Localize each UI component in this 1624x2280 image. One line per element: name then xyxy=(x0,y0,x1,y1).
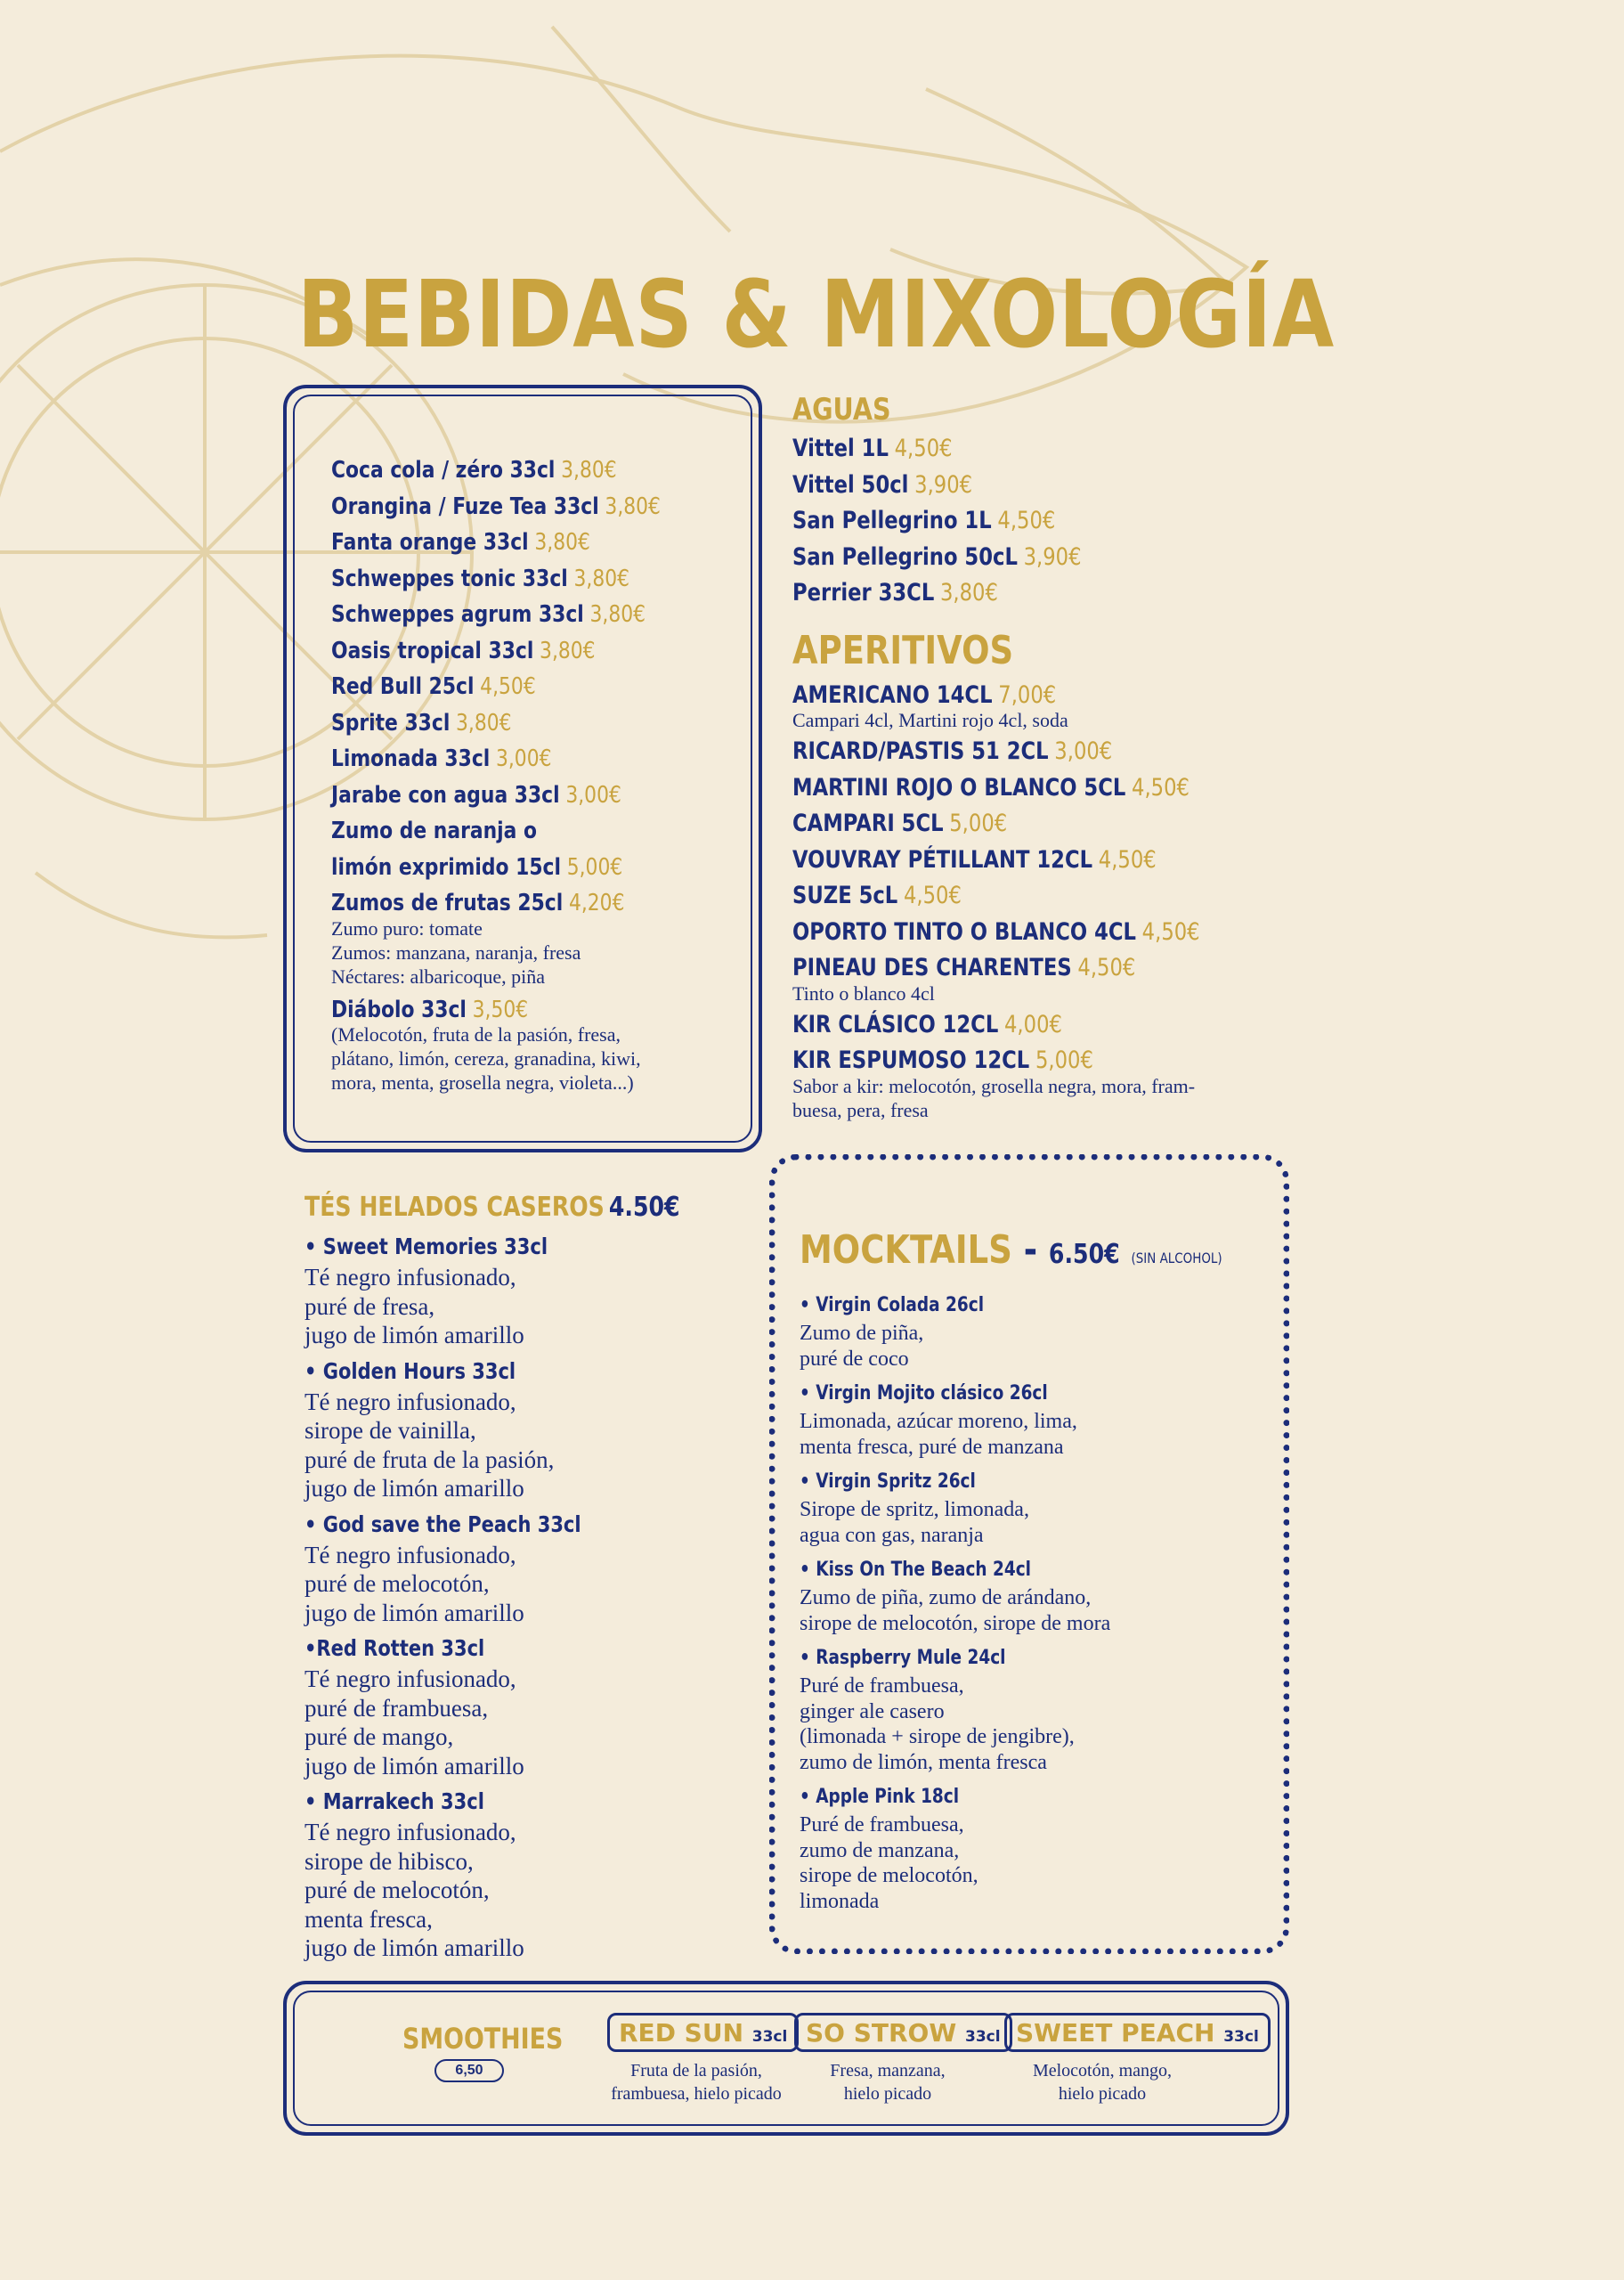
menu-item xyxy=(792,843,1211,879)
menu-item xyxy=(800,1643,1189,1673)
smoothie-item xyxy=(1004,2013,1259,2105)
menu-item xyxy=(304,1356,663,1388)
item-description: Sirope de spritz, limonada, agua con gas, naranja xyxy=(800,1498,1029,1547)
item-name: San Pellegrino 50cL xyxy=(792,542,1018,571)
item-name: MARTINI ROJO O BLANCO 5CL xyxy=(792,773,1126,802)
mocktails-list xyxy=(800,1291,1263,1914)
smoothie-name: RED SUN xyxy=(619,2018,752,2048)
item-name: limón exprimido 15cl xyxy=(331,853,561,881)
menu-item xyxy=(331,885,683,922)
item-name: •Red Rotten 33cl xyxy=(304,1635,485,1661)
smoothie-name-tag xyxy=(1004,2013,1271,2052)
item-description: Zumo de piña, zumo de arándano, sirope de melocotón, sirope de mora xyxy=(800,1586,1111,1635)
menu-item xyxy=(792,770,1211,807)
item-name: VOUVRAY PÉTILLANT 12CL xyxy=(792,845,1093,874)
item-description: Campari 4cl, Martini rojo 4cl, soda xyxy=(792,709,1068,731)
item-name: • Virgin Spritz 26cl xyxy=(800,1470,976,1493)
item-name: Red Bull 25cl xyxy=(331,673,475,700)
item-description: Puré de frambuesa, zumo de manzana, sirope de melocotón, limonada xyxy=(800,1813,978,1913)
menu-item xyxy=(792,878,1211,915)
menu-item xyxy=(331,669,683,705)
item-name: • Kiss On The Beach 24cl xyxy=(800,1559,1032,1581)
smoothie-name-tag xyxy=(794,2013,1012,2052)
item-price: 3,80€ xyxy=(534,529,590,556)
menu-item xyxy=(304,1509,663,1541)
item-name: KIR ESPUMOSO 12CL xyxy=(792,1046,1030,1074)
menu-item xyxy=(331,597,683,633)
item-description: Limonada, azúcar moreno, lima, menta fresca, puré de manzana xyxy=(800,1410,1077,1459)
menu-item xyxy=(331,705,683,742)
item-price: 4,00€ xyxy=(1003,1010,1062,1038)
menu-item xyxy=(792,678,1211,714)
item-price: 3,80€ xyxy=(605,493,661,520)
item-price: 3,90€ xyxy=(914,470,973,499)
item-name: • Golden Hours 33cl xyxy=(304,1357,516,1384)
tes-list xyxy=(304,1231,732,1963)
menu-item xyxy=(792,950,1211,987)
item-description: (Melocotón, fruta de la pasión, fresa, plátano, limón, cereza, granadina, kiwi, mora, menta, grosella negra, violeta...) xyxy=(331,1023,641,1094)
tes-heading-label: TÉS HELADOS CASEROS xyxy=(304,1192,605,1223)
aguas-list xyxy=(792,431,1291,612)
item-name: • God save the Peach 33cl xyxy=(304,1510,581,1537)
mocktails-section xyxy=(800,1226,1263,1914)
item-name: Vittel 1L xyxy=(792,435,889,462)
menu-item xyxy=(792,915,1211,951)
page-title: BEBIDAS & MIXOLOGÍA xyxy=(297,260,1336,369)
item-price: 4,50€ xyxy=(1141,917,1200,946)
item-name: Limonada 33cl xyxy=(331,745,491,772)
item-description: Zumo de piña, puré de coco xyxy=(800,1322,924,1371)
item-name: KIR CLÁSICO 12CL xyxy=(792,1010,999,1038)
item-name: Schweppes agrum 33cl xyxy=(331,601,584,628)
item-price: 4,50€ xyxy=(1132,773,1190,802)
item-name: Vittel 50cl xyxy=(792,470,909,499)
menu-item xyxy=(800,1291,1189,1321)
tes-helados-section xyxy=(304,1190,732,1963)
smoothie-size: 33cl xyxy=(751,2028,788,2046)
menu-item xyxy=(331,525,683,561)
smoothie-item xyxy=(794,2013,1001,2105)
menu-item xyxy=(331,992,683,1029)
item-description: Té negro infusionado, sirope de hibisco, puré de melocotón, menta fresca, jugo de limón amarillo xyxy=(304,1819,524,1961)
item-name: Orangina / Fuze Tea 33cl xyxy=(331,493,599,520)
right-column xyxy=(792,388,1291,1124)
item-price: 4,20€ xyxy=(568,890,625,916)
item-name: San Pellegrino 1L xyxy=(792,507,992,534)
mocktails-subtitle: (SIN ALCOHOL) xyxy=(1131,1250,1222,1266)
item-price: 3,00€ xyxy=(495,745,552,772)
smoothies-heading: SMOOTHIES xyxy=(402,2022,564,2056)
item-description: Tinto o blanco 4cl xyxy=(792,981,935,1005)
menu-item xyxy=(304,1633,663,1665)
item-price: 4,50€ xyxy=(894,435,953,462)
item-price: 3,80€ xyxy=(456,709,512,737)
item-price: 3,80€ xyxy=(540,637,596,664)
item-price: 3,80€ xyxy=(589,601,646,628)
item-price: 3,00€ xyxy=(565,781,621,809)
menu-item xyxy=(792,806,1211,843)
mocktails-heading xyxy=(800,1226,1222,1283)
item-price: 4,50€ xyxy=(480,673,536,700)
soft-drinks-list xyxy=(331,452,750,1098)
item-name: Zumo de naranja o xyxy=(331,818,537,844)
item-name: • Sweet Memories 33cl xyxy=(304,1234,548,1259)
smoothie-name: SWEET PEACH xyxy=(1016,2018,1224,2048)
menu-item xyxy=(331,452,683,489)
item-name: AMERICANO 14CL xyxy=(792,680,993,709)
item-name: • Virgin Mojito clásico 26cl xyxy=(800,1382,1048,1405)
menu-item xyxy=(800,1782,1189,1812)
menu-item xyxy=(792,540,1211,576)
item-price: 5,00€ xyxy=(566,853,623,881)
mocktails-dash: - xyxy=(1023,1227,1038,1273)
item-name: Fanta orange 33cl xyxy=(331,529,529,556)
item-name: • Marrakech 33cl xyxy=(304,1788,484,1814)
smoothie-name-tag xyxy=(607,2013,799,2052)
smoothie-name: SO STROW xyxy=(806,2018,965,2048)
mocktails-heading-label: MOCKTAILS xyxy=(800,1227,1012,1273)
item-description: Puré de frambuesa, ginger ale casero (limonada + sirope de jengibre), zumo de limón, menta fresca xyxy=(800,1674,1075,1774)
item-name: CAMPARI 5CL xyxy=(792,810,944,837)
item-name: Perrier 33CL xyxy=(792,579,935,607)
menu-item xyxy=(331,813,683,850)
item-price: 4,50€ xyxy=(997,507,1056,534)
item-price: 3,80€ xyxy=(561,457,617,484)
item-description: Sabor a kir: melocotón, grosella negra, mora, fram- buesa, pera, fresa xyxy=(792,1074,1196,1121)
smoothie-description: Fresa, manzana, hielo picado xyxy=(830,2061,946,2104)
tes-heading-price: 4.50€ xyxy=(608,1192,680,1223)
smoothie-description: Fruta de la pasión, frambuesa, hielo picado xyxy=(611,2061,782,2104)
menu-item xyxy=(331,561,683,598)
item-name: Jarabe con agua 33cl xyxy=(331,781,560,809)
item-name: • Virgin Colada 26cl xyxy=(800,1294,985,1316)
item-name: • Apple Pink 18cl xyxy=(800,1786,960,1808)
item-price: 4,50€ xyxy=(903,882,962,909)
item-price: 3,50€ xyxy=(472,996,529,1023)
tes-heading xyxy=(304,1190,680,1226)
smoothie-description: Melocotón, mango, hielo picado xyxy=(1032,2061,1173,2104)
menu-item xyxy=(792,468,1211,504)
item-price: 3,80€ xyxy=(573,565,630,592)
item-name: Oasis tropical 33cl xyxy=(331,637,534,664)
menu-item xyxy=(304,1231,663,1263)
item-name: Coca cola / zéro 33cl xyxy=(331,457,556,484)
menu-item xyxy=(792,734,1211,770)
menu-item xyxy=(331,633,683,670)
menu-item xyxy=(792,1043,1211,1079)
menu-item xyxy=(331,741,683,778)
item-name: OPORTO TINTO O BLANCO 4CL xyxy=(792,917,1136,946)
menu-item xyxy=(792,503,1211,540)
menu-item xyxy=(331,778,683,814)
menu-item xyxy=(792,575,1211,612)
aperitivos-heading: APERITIVOS xyxy=(792,627,1014,673)
item-name: Schweppes tonic 33cl xyxy=(331,565,568,592)
mocktails-price: 6.50€ xyxy=(1048,1239,1120,1270)
smoothie-item xyxy=(607,2013,788,2105)
item-price: 4,50€ xyxy=(1077,954,1136,981)
item-name: Sprite 33cl xyxy=(331,709,451,737)
smoothie-size: 33cl xyxy=(1223,2028,1259,2046)
item-name: Zumos de frutas 25cl xyxy=(331,890,564,916)
item-name: Diábolo 33cl xyxy=(331,996,467,1023)
item-price: 4,50€ xyxy=(1098,845,1157,874)
item-price: 5,00€ xyxy=(1035,1046,1093,1074)
item-description: Té negro infusionado, puré de frambuesa, puré de mango, jugo de limón amarillo xyxy=(304,1665,524,1779)
item-name: SUZE 5cL xyxy=(792,882,898,909)
item-price: 3,90€ xyxy=(1023,542,1082,571)
menu-item xyxy=(792,431,1211,468)
item-description: Té negro infusionado, sirope de vainilla, puré de fruta de la pasión, jugo de limón amarillo xyxy=(304,1388,555,1502)
item-price: 5,00€ xyxy=(949,810,1008,837)
menu-item xyxy=(800,1467,1189,1497)
item-description: Té negro infusionado, puré de melocotón, jugo de limón amarillo xyxy=(304,1541,524,1626)
menu-item xyxy=(304,1786,663,1818)
item-name: • Raspberry Mule 24cl xyxy=(800,1647,1006,1669)
menu-item xyxy=(331,850,683,886)
menu-item xyxy=(792,1007,1211,1044)
aperitivos-list xyxy=(792,678,1291,1122)
item-price: 7,00€ xyxy=(998,680,1057,709)
item-description: Té negro infusionado, puré de fresa, jugo de limón amarillo xyxy=(304,1264,524,1348)
menu-item xyxy=(800,1555,1189,1585)
item-description: Zumo puro: tomate Zumos: manzana, naranja, fresa Néctares: albaricoque, piña xyxy=(331,916,581,988)
smoothies-price-badge: 6,50 xyxy=(434,2059,504,2082)
item-price: 3,00€ xyxy=(1054,737,1113,765)
item-name: PINEAU DES CHARENTES xyxy=(792,954,1072,981)
item-price: 3,80€ xyxy=(939,579,998,607)
smoothie-size: 33cl xyxy=(964,2028,1001,2046)
menu-item xyxy=(331,489,683,525)
item-name: RICARD/PASTIS 51 2CL xyxy=(792,737,1049,765)
aguas-heading: AGUAS xyxy=(792,392,891,428)
menu-item xyxy=(800,1379,1189,1409)
